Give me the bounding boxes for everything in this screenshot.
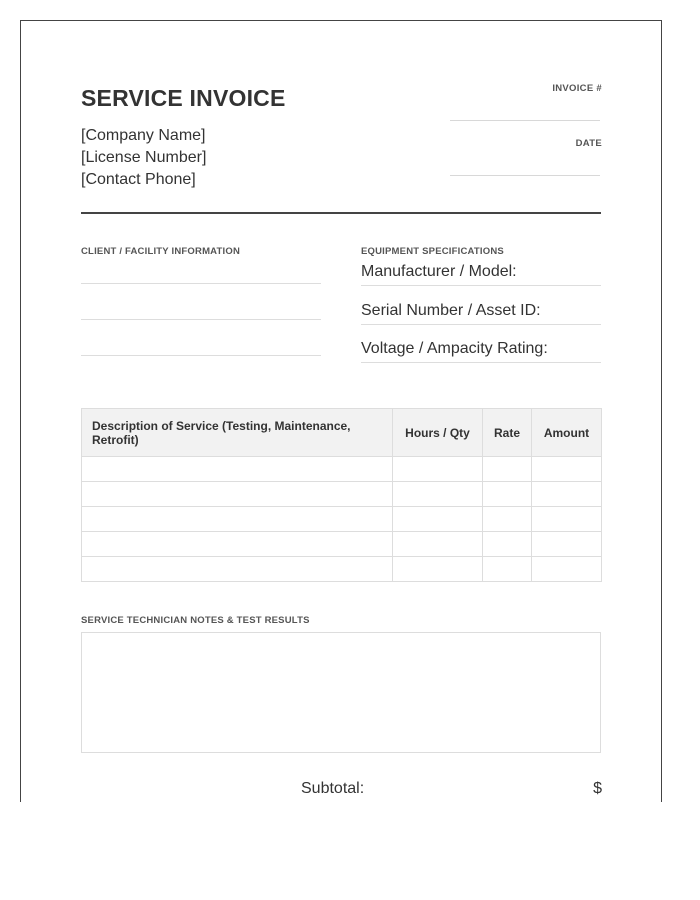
amount-cell[interactable] (532, 507, 602, 532)
date-field[interactable] (450, 175, 600, 176)
voltage-rating-field[interactable]: Voltage / Ampacity Rating: (361, 339, 601, 363)
equipment-section-label: EQUIPMENT SPECIFICATIONS (361, 246, 504, 257)
rate-cell[interactable] (483, 557, 532, 582)
client-field-line[interactable] (81, 283, 321, 284)
amount-cell[interactable] (532, 532, 602, 557)
license-number: [License Number] (81, 149, 207, 166)
hours-qty-cell[interactable] (393, 532, 483, 557)
rate-cell[interactable] (483, 482, 532, 507)
invoice-title: SERVICE INVOICE (81, 85, 286, 111)
amount-column-header: Amount (532, 409, 602, 457)
rate-column-header: Rate (483, 409, 532, 457)
table-row (82, 457, 602, 482)
table-header-row (82, 409, 602, 457)
subtotal-label: Subtotal: (301, 780, 365, 797)
technician-notes-box[interactable] (81, 632, 601, 753)
description-cell[interactable] (82, 532, 393, 557)
hours-qty-cell[interactable] (393, 482, 483, 507)
invoice-number-label: INVOICE # (552, 83, 602, 94)
client-field-line[interactable] (81, 319, 321, 320)
subtotal-value: $ (593, 780, 602, 797)
manufacturer-model-field[interactable]: Manufacturer / Model: (361, 262, 601, 286)
description-cell[interactable] (82, 507, 393, 532)
description-cell[interactable] (82, 557, 393, 582)
invoice-number-field[interactable] (450, 120, 600, 121)
table-row (82, 532, 602, 557)
description-column-header: Description of Service (Testing, Maintenance, Retrofit) (82, 409, 393, 457)
invoice-page (20, 20, 662, 802)
hours-qty-column-header: Hours / Qty (393, 409, 483, 457)
table-row (82, 507, 602, 532)
notes-section-label: SERVICE TECHNICIAN NOTES & TEST RESULTS (81, 615, 310, 626)
amount-cell[interactable] (532, 482, 602, 507)
rate-cell[interactable] (483, 507, 532, 532)
table-row (82, 482, 602, 507)
amount-cell[interactable] (532, 457, 602, 482)
hours-qty-cell[interactable] (393, 457, 483, 482)
date-label: DATE (575, 138, 602, 149)
rate-cell[interactable] (483, 457, 532, 482)
client-field-line[interactable] (81, 355, 321, 356)
description-cell[interactable] (82, 457, 393, 482)
company-name: [Company Name] (81, 127, 206, 144)
service-table (81, 408, 602, 582)
hours-qty-cell[interactable] (393, 507, 483, 532)
serial-number-field[interactable]: Serial Number / Asset ID: (361, 301, 601, 325)
table-row (82, 557, 602, 582)
client-section-label: CLIENT / FACILITY INFORMATION (81, 246, 241, 257)
header-divider (81, 212, 601, 214)
description-cell[interactable] (82, 482, 393, 507)
amount-cell[interactable] (532, 557, 602, 582)
contact-phone: [Contact Phone] (81, 171, 196, 188)
rate-cell[interactable] (483, 532, 532, 557)
hours-qty-cell[interactable] (393, 557, 483, 582)
